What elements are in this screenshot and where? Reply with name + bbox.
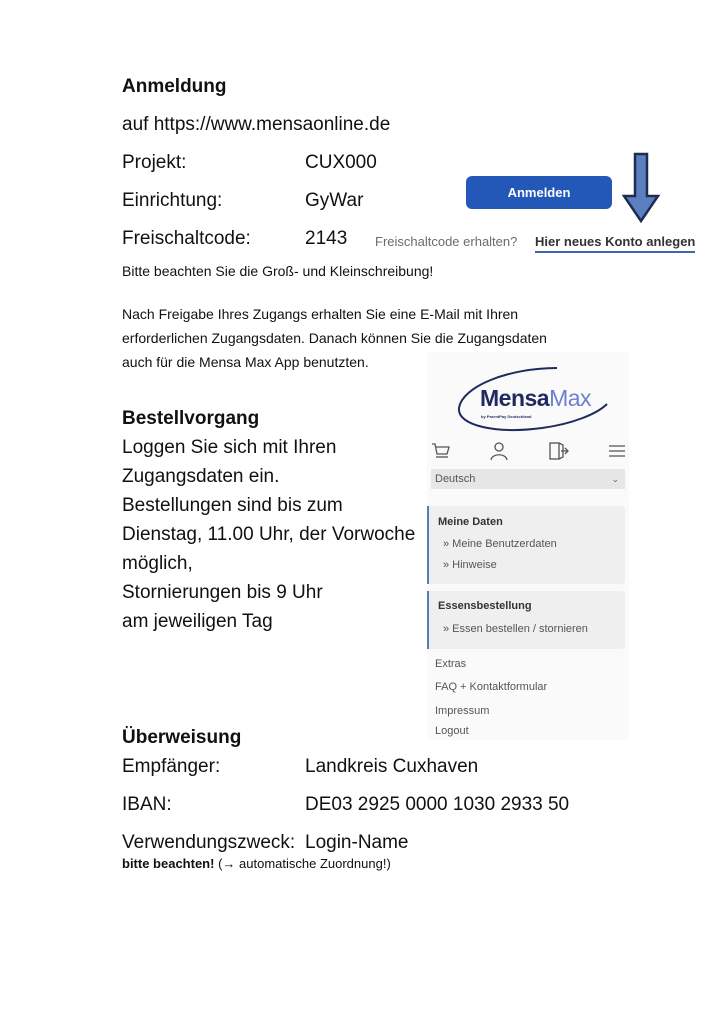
arrow-down-icon xyxy=(622,152,662,224)
language-select[interactable] xyxy=(431,469,625,489)
new-account-link[interactable]: Hier neues Konto anlegen xyxy=(535,234,695,253)
menu-icon[interactable] xyxy=(606,440,628,462)
menu-item-essen-bestellen[interactable]: » Essen bestellen / stornieren xyxy=(443,623,588,635)
field-value-freischaltcode: 2143 xyxy=(305,228,348,249)
field-label-einrichtung: Einrichtung: xyxy=(122,190,223,211)
menu-group-essensbestellung xyxy=(427,591,625,649)
cart-icon[interactable] xyxy=(430,440,452,462)
info-line: erforderlichen Zugangsdaten. Danach können Sie die Zugangsdaten xyxy=(122,330,547,346)
chevron-down-icon: ⌄ xyxy=(611,474,619,484)
language-value: Deutsch xyxy=(435,473,476,485)
case-note: Bitte beachten Sie die Groß- und Kleinschreibung! xyxy=(122,263,434,279)
bestell-line: Zugangsdaten ein. xyxy=(122,466,280,487)
payment-note xyxy=(122,856,391,871)
bestell-line: Dienstag, 11.00 Uhr, der Vorwoche xyxy=(122,524,416,545)
menu-link-extras[interactable]: Extras xyxy=(435,658,467,670)
payment-note-bold: bitte beachten! xyxy=(122,856,215,871)
heading-ueberweisung: Überweisung xyxy=(122,727,242,748)
menu-link-logout[interactable]: Logout xyxy=(435,725,469,737)
app-toolbar xyxy=(427,440,629,464)
user-icon[interactable] xyxy=(488,440,510,462)
url-line: auf https://www.mensaonline.de xyxy=(122,114,391,135)
field-label-iban: IBAN: xyxy=(122,794,172,815)
field-label-freischaltcode: Freischaltcode: xyxy=(122,228,251,249)
bestell-line: Bestellungen sind bis zum xyxy=(122,495,343,516)
anmelden-button[interactable]: Anmelden xyxy=(466,176,612,209)
mensamax-app-panel xyxy=(427,352,629,740)
bestell-line: Stornierungen bis 9 Uhr xyxy=(122,582,323,603)
field-label-projekt: Projekt: xyxy=(122,152,187,173)
bestell-line: am jeweiligen Tag xyxy=(122,611,273,632)
field-value-iban: DE03 2925 0000 1030 2933 50 xyxy=(305,794,570,815)
field-value-projekt: CUX000 xyxy=(305,152,377,173)
heading-anmeldung: Anmeldung xyxy=(122,76,227,97)
group-title: Meine Daten xyxy=(438,516,503,528)
payment-note-rest: (→ automatische Zuordnung!) xyxy=(214,856,391,871)
menu-link-faq[interactable]: FAQ + Kontaktformular xyxy=(435,681,548,693)
menu-item-benutzerdaten[interactable]: » Meine Benutzerdaten xyxy=(443,538,557,550)
menu-link-impressum[interactable]: Impressum xyxy=(435,705,490,717)
logout-door-icon[interactable] xyxy=(547,440,569,462)
field-label-verwendungszweck: Verwendungszweck: xyxy=(122,832,296,853)
field-label-empfaenger: Empfänger: xyxy=(122,756,221,777)
field-value-einrichtung: GyWar xyxy=(305,190,364,211)
freischaltcode-question: Freischaltcode erhalten? xyxy=(375,234,518,249)
heading-bestellvorgang: Bestellvorgang xyxy=(122,408,260,429)
group-title: Essensbestellung xyxy=(438,600,532,612)
info-line: auch für die Mensa Max App benutzten. xyxy=(122,354,369,370)
menu-item-hinweise[interactable]: » Hinweise xyxy=(443,559,497,571)
bestell-line: Loggen Sie sich mit Ihren xyxy=(122,437,337,458)
info-line: Nach Freigabe Ihres Zugangs erhalten Sie eine E-Mail mit Ihren xyxy=(122,306,519,322)
field-value-verwendungszweck: Login-Name xyxy=(305,832,409,853)
menu-group-meine-daten xyxy=(427,506,625,584)
logo-subtitle: by ParentPay Deutschland xyxy=(481,414,532,419)
mensamax-logo xyxy=(447,362,612,437)
bestell-line: möglich, xyxy=(122,553,193,574)
logo-text: MensaMax xyxy=(480,385,592,411)
field-value-empfaenger: Landkreis Cuxhaven xyxy=(305,756,479,777)
